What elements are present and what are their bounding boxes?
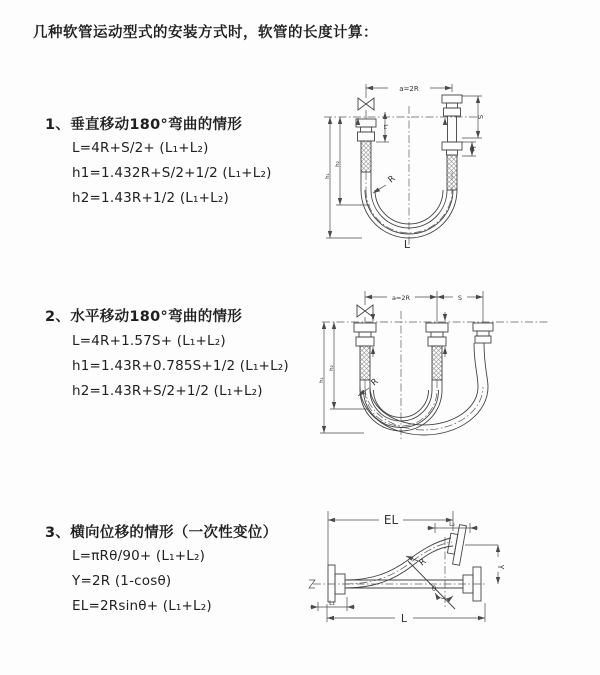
label-h1: h₁	[325, 173, 331, 179]
section1-formula-L: L=4R+S/2+ (L₁+L₂)	[72, 140, 209, 156]
diagram-horizontal-180-bend	[308, 283, 600, 448]
left-flange	[328, 565, 345, 602]
dimension-el	[328, 511, 453, 565]
braided-hose-middle	[432, 346, 442, 380]
dimension-l1	[310, 597, 355, 611]
label-h1: h₁	[319, 377, 325, 383]
dimension-a2r	[365, 291, 483, 322]
label-a2r: a=2R	[399, 85, 419, 93]
label-a2r: a=2R	[391, 294, 411, 302]
dimension-l2	[462, 142, 476, 156]
diagram-vertical-180-bend	[312, 76, 598, 254]
label-s: S	[476, 114, 484, 120]
diagram-lateral-displacement	[302, 497, 598, 652]
section2-formula-h2: h2=1.43R+S/2+1/2 (L₁+L₂)	[72, 383, 263, 399]
section3-formula-L: L=πRθ/90+ (L₁+L₂)	[72, 548, 206, 564]
angle-theta	[408, 561, 455, 609]
braided-hose-left	[361, 141, 371, 172]
section1-formula-h2: h2=1.43R+1/2 (L₁+L₂)	[72, 190, 229, 206]
label-l2: L₂	[449, 521, 455, 528]
label-r: R	[386, 173, 398, 186]
right-fitting	[442, 95, 462, 190]
dimension-s	[437, 294, 483, 302]
tilted-flange	[446, 523, 467, 565]
hose-displaced-position	[345, 538, 453, 588]
label-h2: h₂	[329, 365, 335, 371]
section2-formula-L: L=4R+1.57S+ (L₁+L₂)	[72, 333, 226, 349]
dimension-l	[327, 603, 485, 625]
label-r: R	[417, 556, 429, 569]
label-l1: L₁	[329, 600, 335, 607]
section2-formula-h1: h1=1.43R+0.785S+1/2 (L₁+L₂)	[72, 358, 289, 374]
label-l2: L₂	[470, 146, 476, 152]
valve-icon	[357, 305, 373, 317]
valve-icon	[358, 98, 374, 110]
label-y: Y	[496, 564, 505, 570]
label-theta: θ	[431, 585, 437, 593]
right-fitting	[473, 323, 493, 387]
section1-formula-h1: h1=1.432R+S/2+1/2 (L₁+L₂)	[72, 165, 272, 181]
label-l1: L₁	[382, 124, 388, 130]
dimension-l2	[427, 521, 478, 533]
label-el: EL	[383, 513, 399, 527]
braided-hose-right	[447, 155, 457, 190]
section3-formula-EL: EL=2Rsinθ+ (L₁+L₂)	[72, 598, 212, 614]
section3-heading: 3、横向位移的情形（一次性变位）	[45, 525, 278, 541]
dimension-l1	[376, 112, 389, 142]
braided-hose-left	[360, 346, 370, 380]
label-r: R	[369, 376, 381, 389]
radius-callout	[373, 174, 398, 193]
label-l: L	[403, 238, 411, 251]
page-title: 几种软管运动型式的安装方式时，软管的长度计算：	[33, 25, 378, 41]
label-h2: h₂	[335, 161, 341, 167]
label-l: L	[400, 612, 408, 625]
center-line	[309, 537, 487, 609]
label-s: S	[457, 294, 463, 302]
dimension-h1	[319, 322, 364, 433]
section3-formula-Y: Y=2R (1-cosθ)	[72, 573, 172, 589]
section1-heading: 1、垂直移动180°弯曲的情形	[45, 117, 243, 133]
section2-heading: 2、水平移动180°弯曲的情形	[45, 309, 243, 325]
dimension-y	[465, 545, 505, 584]
dimension-h1	[325, 117, 362, 238]
